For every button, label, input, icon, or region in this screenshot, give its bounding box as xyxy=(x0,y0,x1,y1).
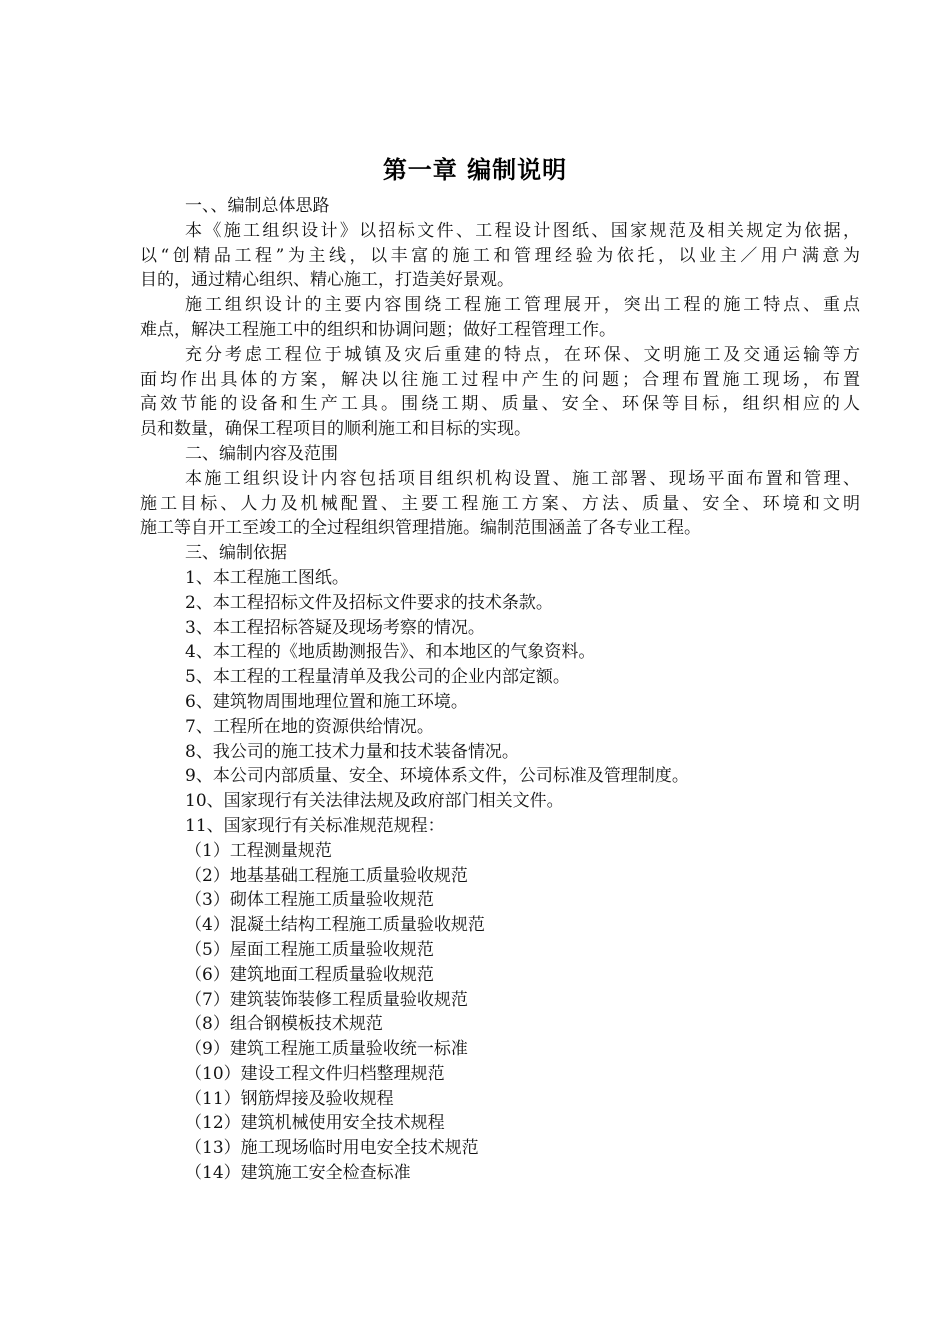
paragraph-line: 施工目标、人力及机械配置、主要工程施工方案、方法、质量、安全、环境和文明 xyxy=(140,493,860,514)
paragraph-line: 本施工组织设计内容包括项目组织机构设置、施工部署、现场平面布置和管理、 xyxy=(185,468,860,489)
paragraph-line: 施工组织设计的主要内容围绕工程施工管理展开，突出工程的施工特点、重点 xyxy=(185,295,860,316)
standard-list-item: （6）建筑地面工程质量验收规范 xyxy=(185,964,434,985)
chapter-title: 第一章 编制说明 xyxy=(382,156,568,184)
section-heading: 二、编制内容及范围 xyxy=(185,443,338,464)
standard-list-item: （14）建筑施工安全检查标准 xyxy=(185,1163,411,1184)
basis-list-item: 1、本工程施工图纸。 xyxy=(185,567,349,588)
standard-list-item: （11）钢筋焊接及验收规程 xyxy=(185,1088,394,1109)
paragraph-line: 充分考虑工程位于城镇及灾后重建的特点，在环保、文明施工及交通运输等方 xyxy=(185,344,860,365)
basis-list-item: 5、本工程的工程量清单及我公司的企业内部定额。 xyxy=(185,667,570,688)
basis-list-item: 3、本工程招标答疑及现场考察的情况。 xyxy=(185,617,485,638)
paragraph-line: 员和数量，确保工程项目的顺利施工和目标的实现。 xyxy=(140,419,531,440)
standard-list-item: （9）建筑工程施工质量验收统一标准 xyxy=(185,1039,468,1060)
paragraph-line: 以“创精品工程”为主线，以丰富的施工和管理经验为依托，以业主／用户满意为 xyxy=(140,245,860,266)
standard-list-item: （1）工程测量规范 xyxy=(185,840,332,861)
standard-list-item: （10）建设工程文件归档整理规范 xyxy=(185,1063,445,1084)
paragraph-line: 难点，解决工程施工中的组织和协调问题；做好工程管理工作。 xyxy=(140,319,616,340)
basis-list-item: 2、本工程招标文件及招标文件要求的技术条款。 xyxy=(185,592,553,613)
section-heading: 三、编制依据 xyxy=(185,543,287,564)
standard-list-item: （8）组合钢模板技术规范 xyxy=(185,1014,383,1035)
basis-list-item: 4、本工程的《地质勘测报告》、和本地区的气象资料。 xyxy=(185,642,596,663)
paragraph-line: 面均作出具体的方案，解决以往施工过程中产生的问题；合理布置施工现场，布置 xyxy=(140,369,860,390)
standard-list-item: （12）建筑机械使用安全技术规程 xyxy=(185,1113,445,1134)
standard-list-item: （5）屋面工程施工质量验收规范 xyxy=(185,939,434,960)
standard-list-item: （4）混凝土结构工程施工质量验收规范 xyxy=(185,915,485,936)
standard-list-item: （2）地基基础工程施工质量验收规范 xyxy=(185,865,468,886)
basis-list-item: 9、本公司内部质量、安全、环境体系文件，公司标准及管理制度。 xyxy=(185,766,689,787)
paragraph-line: 高效节能的设备和生产工具。围绕工期、质量、安全、环保等目标，组织相应的人 xyxy=(140,394,860,415)
basis-list-item: 11、国家现行有关标准规范规程： xyxy=(185,815,445,836)
paragraph-line: 本《施工组织设计》以招标文件、工程设计图纸、国家规范及相关规定为依据， xyxy=(185,220,860,241)
basis-list-item: 6、建筑物周围地理位置和施工环境。 xyxy=(185,691,468,712)
standard-list-item: （3）砌体工程施工质量验收规范 xyxy=(185,890,434,911)
section-heading: 一、、编制总体思路 xyxy=(185,196,330,216)
paragraph-line: 施工等自开工至竣工的全过程组织管理措施。编制范围涵盖了各专业工程。 xyxy=(140,518,701,539)
standard-list-item: （13）施工现场临时用电安全技术规范 xyxy=(185,1138,479,1159)
basis-list-item: 7、工程所在地的资源供给情况。 xyxy=(185,716,434,737)
basis-list-item: 10、国家现行有关法律法规及政府部门相关文件。 xyxy=(185,791,564,812)
standard-list-item: （7）建筑装饰装修工程质量验收规范 xyxy=(185,989,468,1010)
document-body xyxy=(140,194,860,1186)
basis-list-item: 8、我公司的施工技术力量和技术装备情况。 xyxy=(185,741,519,762)
paragraph-line: 目的，通过精心组织、精心施工，打造美好景观。 xyxy=(140,270,514,291)
